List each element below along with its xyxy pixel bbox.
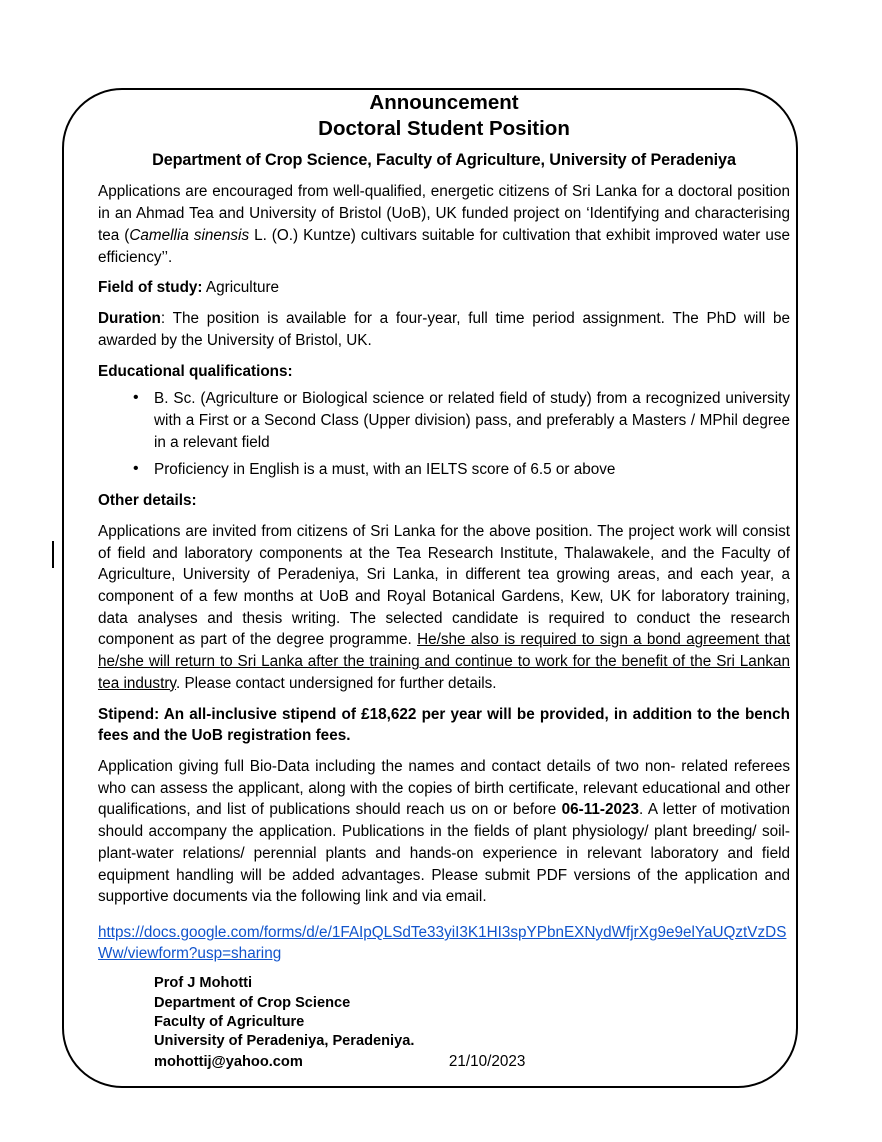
duration-value: : The position is available for a four-year, full time period assignment. The PhD will be awarded by the University of Bristol, UK. [98, 310, 790, 349]
application-part-1: Application giving full Bio-Data including the names and contact details of two non- related referees who can assess the applicant, along with the copies of birth certificate, relevant educational and other qualifications, and list of publications should reach us on or before [98, 758, 790, 819]
signature-contact-row [154, 1052, 790, 1072]
application-paragraph [98, 756, 790, 908]
signature-department: Department of Crop Science [154, 994, 351, 1011]
signature-date: 21/10/2023 [448, 1052, 526, 1070]
stipend-text: Stipend: An all-inclusive stipend of £18,622 per year will be provided, in addition to the bench fees and the UoB registration fees. [98, 705, 790, 745]
announcement-content [98, 90, 790, 1072]
other-details-heading-text: Other details: [98, 492, 197, 510]
list-item-text: B. Sc. (Agriculture or Biological science or related field of study) from a recognized university with a First or a Second Class (Upper division) pass, and preferably a Masters / MPhil degree in a relevant field [154, 390, 790, 451]
application-part-2: . A letter of motivation should accompany the application. Publications in the fields of plant physiology/ plant breeding/ soil-plant-water relations/ perennial plants and hands-on experience in relevant laboratory and field equipment handling will be added advantages. Please submit PDF versions of the application and supportive documents via the following link and via email. [98, 801, 791, 906]
form-link-container [98, 922, 790, 964]
species-name: Camellia sinensis [129, 226, 250, 244]
signature-block [154, 974, 790, 1072]
page-title [98, 90, 790, 142]
duration [98, 308, 790, 351]
duration-label: Duration [98, 310, 161, 328]
other-details-part-2: . Please contact undersigned for further details. [175, 674, 497, 692]
intro-part-2: L. (O.) Kuntze) cultivars suitable for cultivation that exhibit improved water use efficiency’’. [98, 226, 790, 266]
field-of-study-value: Agriculture [202, 279, 280, 297]
bullet-icon: • [133, 389, 139, 407]
bond-agreement-clause: He/she also is required to sign a bond agreement that he/she will return to Sri Lanka after the training and continue to work for the benefit of the Sri Lankan tea industry [98, 631, 791, 692]
educational-qualifications-list [98, 388, 790, 481]
list-item-text: Proficiency in English is a must, with an IELTS score of 6.5 or above [154, 461, 616, 479]
list-item [133, 459, 790, 481]
application-deadline: 06-11-2023 [561, 801, 640, 819]
signature-name: Prof J Mohotti [154, 975, 253, 992]
department-heading: Department of Crop Science, Faculty of Agriculture, University of Peradeniya [152, 151, 736, 170]
other-details-part-1: Applications are invited from citizens of Sri Lanka for the above position. The project work will consist of field and laboratory components at the Tea Research Institute, Thalawakele, and the Faculty of Agriculture, University of Peradeniya, Sri Lanka, in different tea growing areas, and each year, a component of a few months at UoB and Royal Botanical Gardens, Kew, UK for laboratory training, data analyses and thesis writing. The selected candidate is required to conduct the research component as part of the degree programme. [98, 522, 790, 649]
margin-change-bar [52, 541, 54, 568]
field-of-study [98, 277, 790, 299]
other-details-paragraph [98, 521, 790, 695]
signature-university: University of Peradeniya, Peradeniya. [154, 1033, 415, 1050]
signature-email[interactable]: mohottij@yahoo.com [154, 1053, 303, 1070]
intro-part-1: Applications are encouraged from well-qualified, energetic citizens of Sri Lanka for a doctoral position in an Ahmad Tea and University of Bristol (UoB), UK funded project on ‘Identifying and characterising tea ( [98, 183, 790, 244]
stipend-paragraph [98, 704, 790, 747]
educational-qualifications-heading-text: Educational qualifications: [98, 362, 293, 380]
educational-qualifications-heading [98, 361, 790, 383]
title-line-1: Announcement [369, 91, 519, 114]
google-form-link[interactable]: https://docs.google.com/forms/d/e/1FAIpQLSdTe33yiI3K1HI3spYPbnEXNydWfjrXg9e9elYaUQztVzDSWw/viewform?usp=sharing [98, 924, 787, 963]
field-of-study-label: Field of study: [98, 279, 203, 297]
list-item [133, 388, 790, 453]
title-line-2: Doctoral Student Position [318, 117, 570, 141]
signature-faculty: Faculty of Agriculture [154, 1014, 305, 1031]
intro-paragraph [98, 181, 790, 268]
bullet-icon: • [133, 460, 139, 478]
other-details-heading [98, 490, 790, 512]
